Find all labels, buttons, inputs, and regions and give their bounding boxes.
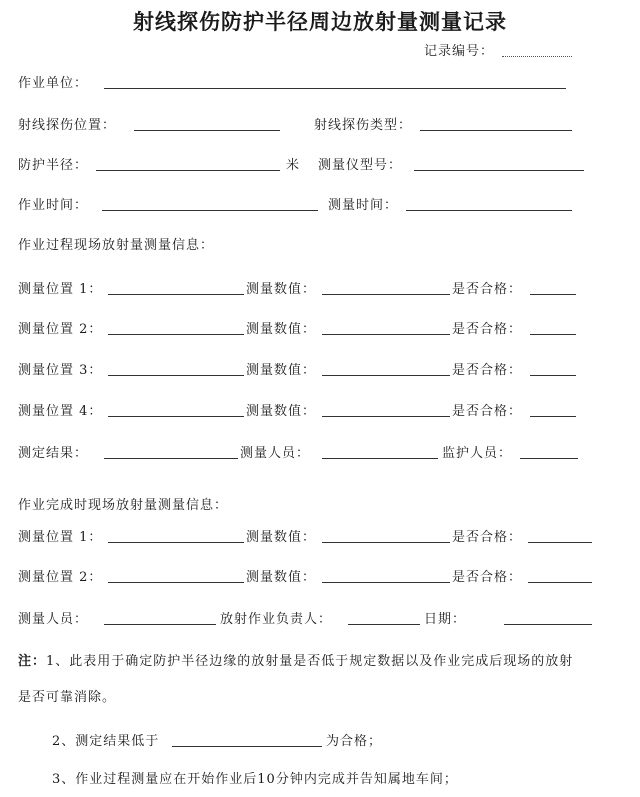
meter-unit: 米	[286, 158, 301, 173]
instrument-field[interactable]	[414, 158, 584, 171]
notes-label: 注：	[18, 654, 47, 669]
s1-measurer-label: 测量人员：	[240, 446, 311, 461]
page-title: 射线探伤防护半径周边放射量测量记录	[133, 10, 507, 34]
section1-heading: 作业过程现场放射量测量信息：	[18, 238, 215, 253]
s1-pass-1-label: 是否合格：	[452, 282, 523, 297]
s1-pass-1-field[interactable]	[530, 282, 576, 295]
inspection-position-label: 射线探伤位置：	[18, 118, 117, 133]
s1-position-1-label: 测量位置 1：	[18, 282, 103, 297]
s2-value-1-label: 测量数值：	[246, 530, 317, 545]
inspection-position-field[interactable]	[134, 118, 280, 131]
s1-value-1-label: 测量数值：	[246, 282, 317, 297]
s2-value-2-label: 测量数值：	[246, 570, 317, 585]
s1-pass-2-label: 是否合格：	[452, 322, 523, 337]
s1-value-4-field[interactable]	[322, 404, 450, 417]
s1-position-3-field[interactable]	[108, 363, 244, 376]
s2-value-1-field[interactable]	[322, 530, 450, 543]
radius-field[interactable]	[96, 158, 280, 171]
note-2-end: 为合格；	[326, 734, 383, 749]
s2-pass-2-field[interactable]	[528, 570, 592, 583]
s1-position-2-label: 测量位置 2：	[18, 322, 103, 337]
s1-value-4-label: 测量数值：	[246, 404, 317, 419]
s2-pass-2-label: 是否合格：	[452, 570, 523, 585]
instrument-label: 测量仪型号：	[318, 158, 403, 173]
note-1-line-2: 是否可靠消除。	[18, 690, 117, 705]
s1-result-field[interactable]	[104, 446, 238, 459]
s2-position-1-label: 测量位置 1：	[18, 530, 103, 545]
s1-pass-4-field[interactable]	[530, 404, 576, 417]
s1-position-4-field[interactable]	[108, 404, 244, 417]
inspection-type-label: 射线探伤类型：	[314, 118, 413, 133]
s2-owner-label: 放射作业负责人：	[220, 612, 333, 627]
s1-guardian-label: 监护人员：	[442, 446, 513, 461]
measure-time-field[interactable]	[406, 198, 572, 211]
record-number-field[interactable]	[502, 44, 572, 57]
section2-heading: 作业完成时现场放射量测量信息：	[18, 498, 229, 513]
inspection-type-field[interactable]	[420, 118, 572, 131]
s2-position-2-label: 测量位置 2：	[18, 570, 103, 585]
s1-pass-4-label: 是否合格：	[452, 404, 523, 419]
s2-measurer-label: 测量人员：	[18, 612, 89, 627]
s1-value-3-field[interactable]	[322, 363, 450, 376]
s1-value-1-field[interactable]	[322, 282, 450, 295]
radius-label: 防护半径：	[18, 158, 89, 173]
s1-value-2-field[interactable]	[322, 322, 450, 335]
s2-value-2-field[interactable]	[322, 570, 450, 583]
unit-field[interactable]	[104, 76, 566, 89]
measure-time-label: 测量时间：	[328, 198, 399, 213]
s1-guardian-field[interactable]	[520, 446, 578, 459]
s2-position-1-field[interactable]	[108, 530, 244, 543]
s2-measurer-field[interactable]	[104, 612, 216, 625]
note-2-start: 2、测定结果低于	[52, 734, 160, 749]
s1-position-3-label: 测量位置 3：	[18, 363, 103, 378]
s2-position-2-field[interactable]	[108, 570, 244, 583]
record-number-label: 记录编号：	[424, 44, 495, 59]
s1-value-3-label: 测量数值：	[246, 363, 317, 378]
s2-date-field[interactable]	[504, 612, 592, 625]
s1-result-label: 测定结果：	[18, 446, 89, 461]
note-1-line-1: 1、此表用于确定防护半径边缘的放射量是否低于规定数据以及作业完成后现场的放射	[46, 654, 574, 669]
s2-pass-1-field[interactable]	[528, 530, 592, 543]
s1-position-2-field[interactable]	[108, 322, 244, 335]
unit-label: 作业单位：	[18, 76, 89, 91]
s2-owner-field[interactable]	[348, 612, 420, 625]
s2-date-label: 日期：	[424, 612, 467, 627]
s2-pass-1-label: 是否合格：	[452, 530, 523, 545]
s1-pass-2-field[interactable]	[530, 322, 576, 335]
s1-pass-3-label: 是否合格：	[452, 363, 523, 378]
work-time-label: 作业时间：	[18, 198, 89, 213]
s1-pass-3-field[interactable]	[530, 363, 576, 376]
s1-measurer-field[interactable]	[322, 446, 438, 459]
work-time-field[interactable]	[102, 198, 318, 211]
s1-position-1-field[interactable]	[108, 282, 244, 295]
note-2-threshold-field[interactable]	[172, 734, 322, 747]
s1-value-2-label: 测量数值：	[246, 322, 317, 337]
note-3: 3、作业过程测量应在开始作业后10分钟内完成并告知属地车间；	[52, 772, 458, 787]
s1-position-4-label: 测量位置 4：	[18, 404, 103, 419]
